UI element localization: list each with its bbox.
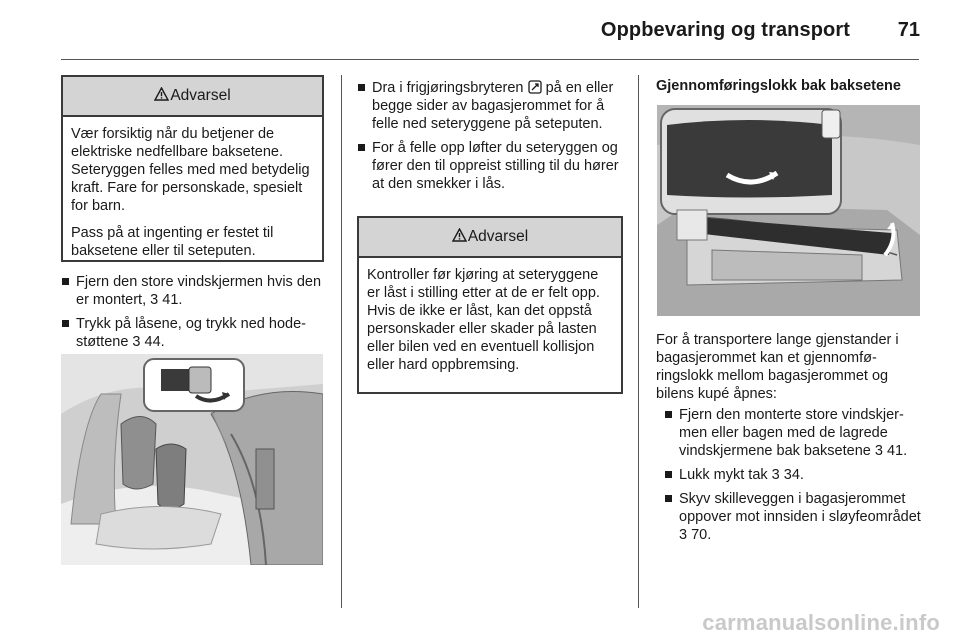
warning-header [359, 218, 621, 258]
page-ref-icon: 3 [874, 443, 883, 459]
header-divider [61, 59, 919, 60]
section-title: Gjennomføringslokk bak baksetene [656, 78, 901, 94]
page-ref-link[interactable]: 41. [886, 443, 908, 459]
warning-triangle-icon [452, 228, 467, 246]
warning-text: Pass på at ingenting er festet til baksetene eller til seteputen. [71, 225, 274, 259]
bullet-list-col2 [357, 79, 625, 199]
bullet-list-col1 [61, 273, 327, 357]
warning-triangle-icon [154, 87, 169, 105]
column-divider-1 [341, 75, 342, 608]
release-switch-icon [528, 80, 546, 96]
page-ref-icon: 3 [132, 334, 141, 350]
page-number: 71 [897, 19, 920, 41]
list-item: Trykk på låsene, og trykk ned hodestøttene 3 44. [61, 315, 327, 351]
watermark: carmanualsonline.info [702, 610, 940, 635]
column-divider-2 [638, 75, 639, 608]
warning-box-seats [61, 75, 324, 262]
page-title: Oppbevaring og transport [600, 19, 850, 41]
warning-header [63, 77, 322, 117]
list-item: Fjern den monterte store vindskjermen eller bagen med de lagrede vindskjermene bak baksetene 3 41. [664, 406, 926, 460]
list-item: Lukk mykt tak 3 34. [664, 466, 926, 484]
list-item: Skyv skilleveggen i bagasjerommet oppover mot innsiden i sløyfeområdet 3 70. [664, 490, 926, 544]
warning-text: Vær forsiktig når du betjener de elektriske nedfellbare baksetene. Seteryggen felles med med betydelig kraft. Fare for personskade, spesielt for barn. [71, 126, 310, 214]
list-item: For å felle opp løfter du seteryggen og fører den til oppreist stilling til du hører at den smekker i lås. [357, 139, 625, 193]
page-ref-icon: 3 [150, 292, 159, 308]
page-ref-icon: 3 [771, 467, 780, 483]
passthrough-cover-illustration [657, 105, 920, 316]
intro-paragraph: For å transportere lange gjenstander i bagasjerommet kan et gjennomføringslokk mellom bagasjerommet og bilens kupé åpnes: [656, 332, 899, 402]
page-ref-link[interactable]: 44. [144, 334, 165, 350]
warning-title: Advarsel [467, 228, 529, 245]
seat-release-illustration [61, 354, 323, 565]
warning-box-locking [357, 216, 623, 394]
list-item: Dra i frigjøringsbryteren på en eller begge sider av bagasjerommet for å felle ned seteryggene på seteputen. [357, 79, 625, 133]
page-ref-link[interactable]: 70. [691, 527, 712, 543]
page-ref-link[interactable]: 34. [783, 467, 804, 483]
warning-text: Kontroller før kjøring at seteryggene er låst i stilling etter at de er felt opp. Hvis de ikke er låst, kan det oppstå personskader eller skader på lasten eller bilen ved en eventuell kollisjon eller hard oppbremsing. [367, 267, 600, 373]
page-ref-icon: 3 [679, 527, 688, 543]
list-item: Fjern den store vindskjermen hvis den er montert, 3 41. [61, 273, 327, 309]
warning-title: Advarsel [170, 87, 231, 104]
page-ref-link[interactable]: 41. [162, 292, 183, 308]
bullet-list-col3 [664, 406, 926, 550]
